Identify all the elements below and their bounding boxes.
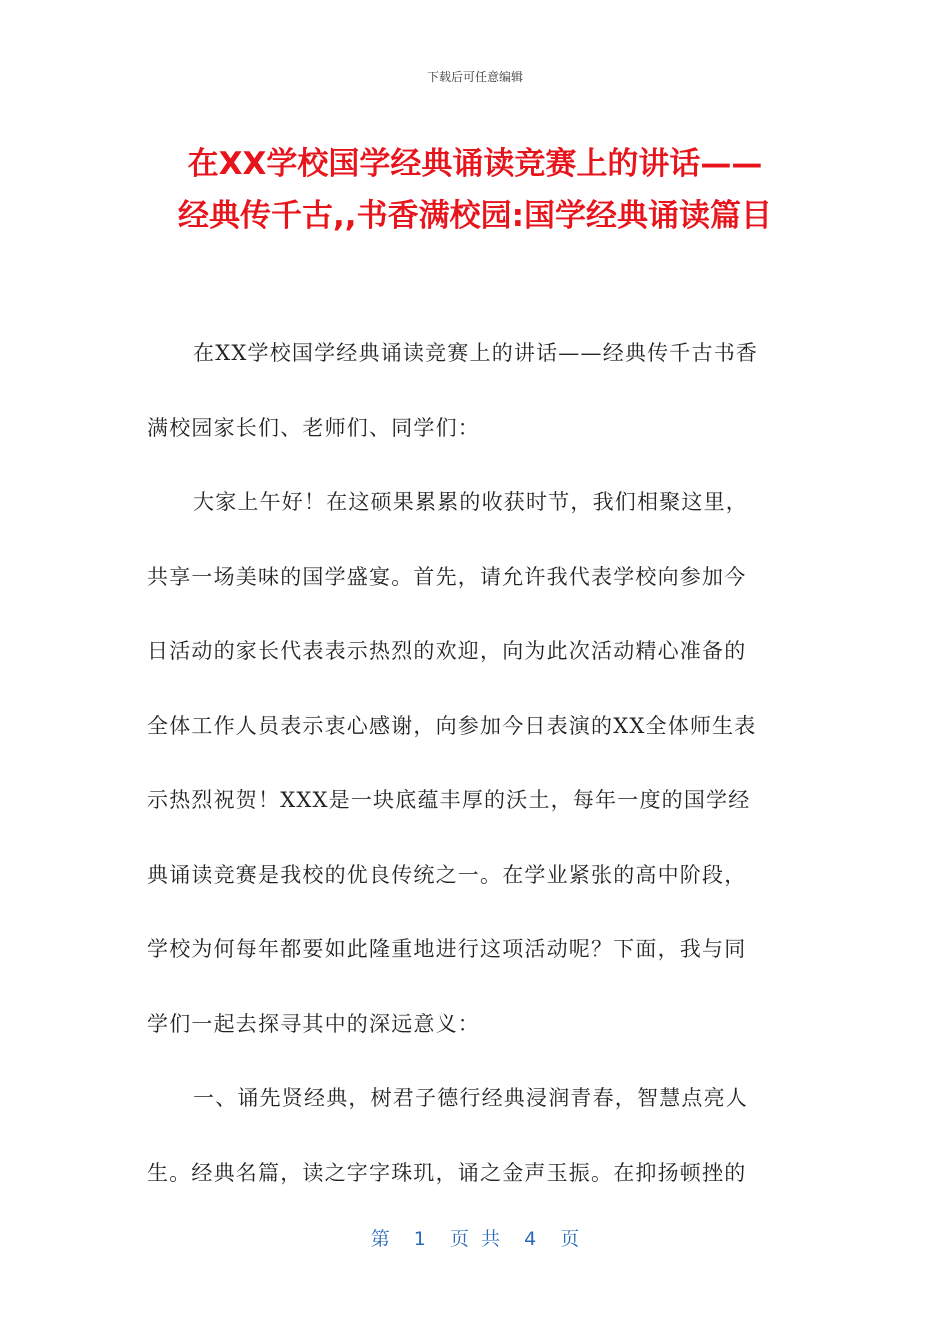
paragraph-line: 一、诵先贤经典，树君子德行经典浸润青春，智慧点亮人 [193, 1086, 748, 1110]
paragraph-line: 共享一场美味的国学盛宴。首先，请允许我代表学校向参加今 [147, 564, 747, 589]
paragraph-line: 学校为何每年都要如此隆重地进行这项活动呢？下面，我与同 [147, 937, 747, 961]
paragraph-line: 日活动的家长代表表示热烈的欢迎，向为此次活动精心准备的 [147, 639, 747, 663]
paragraph-line: 学们一起去探寻其中的深远意义： [147, 1011, 480, 1036]
paragraph-line: 在XX学校国学经典诵读竞赛上的讲话——经典传千古书香 [193, 341, 759, 365]
document-title [60, 138, 890, 242]
page-number-footer: 第 1 页 共 4 页 [370, 1228, 580, 1250]
paragraph-line: 大家上午好！在这硕果累累的收获时节，我们相聚这里， [193, 490, 748, 514]
paragraph-line: 全体工作人员表示衷心感谢，向参加今日表演的XX全体师生表 [147, 713, 757, 738]
header-note: 下载后可任意编辑 [426, 70, 523, 84]
paragraph-line: 满校园家长们、老师们、同学们： [147, 415, 480, 440]
title-line-1: 在XX学校国学经典诵读竞赛上的讲话—— [187, 146, 763, 182]
document-body [147, 316, 803, 1210]
paragraph-line: 示热烈祝贺！XXX是一块底蕴丰厚的沃土，每年一度的国学经 [147, 788, 751, 812]
paragraph-line: 典诵读竞赛是我校的优良传统之一。在学业紧张的高中阶段， [147, 862, 747, 887]
paragraph-line: 生。经典名篇，读之字字珠玑，诵之金声玉振。在抑扬顿挫的 [147, 1160, 747, 1185]
title-line-2: 经典传千古,,书香满校园:国学经典诵读篇目 [178, 198, 772, 234]
